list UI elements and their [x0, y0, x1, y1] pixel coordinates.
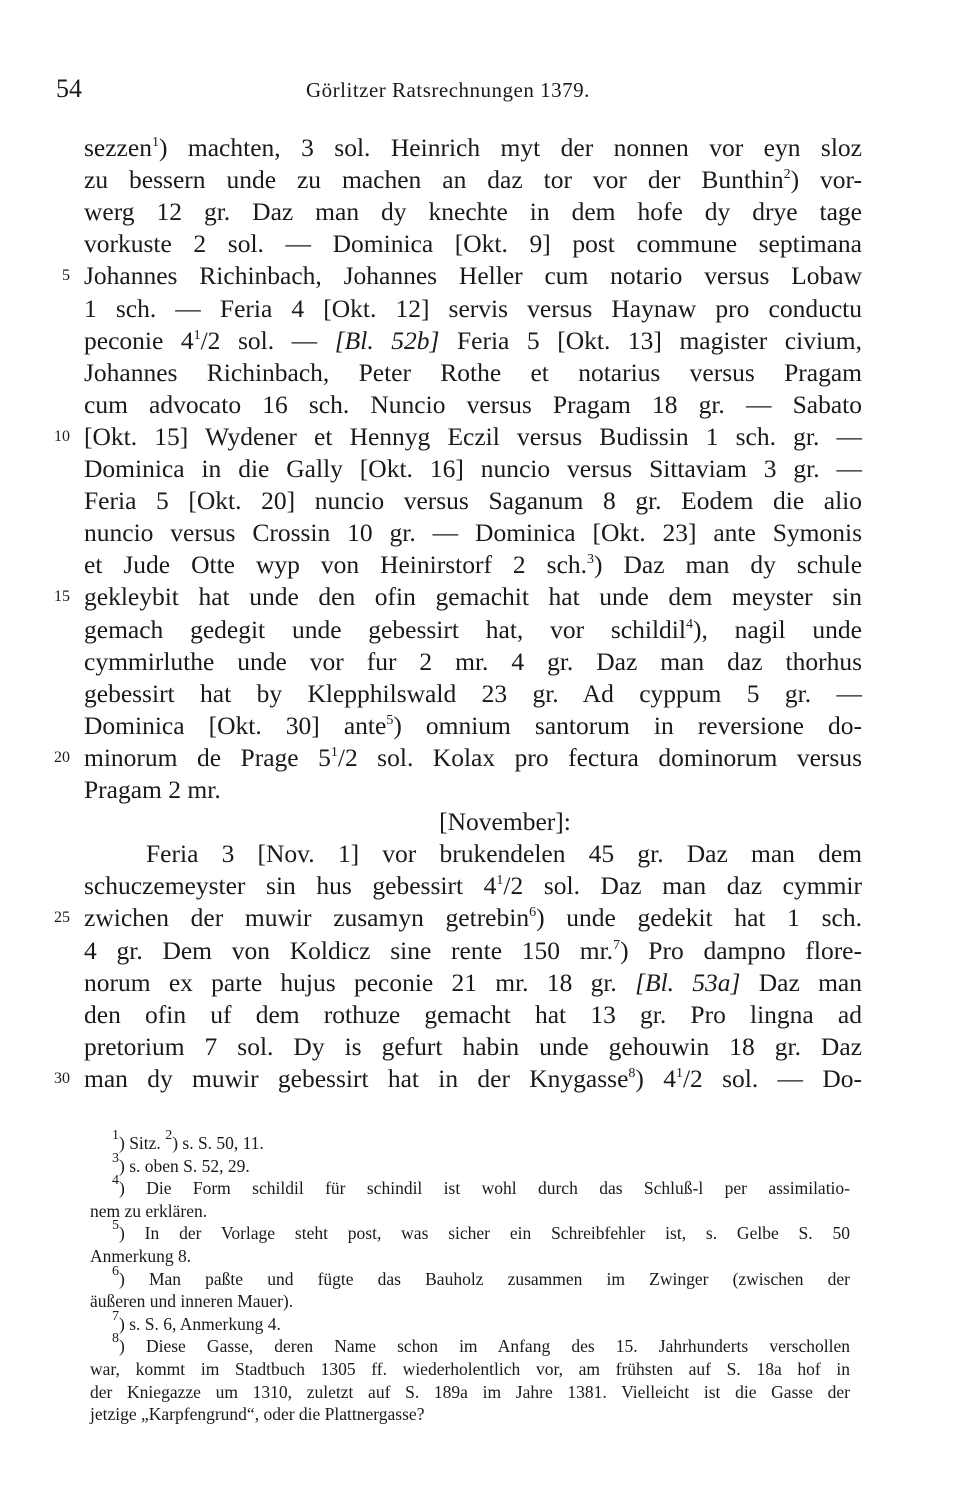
text-segment: Johannes Richinbach, Johannes Heller cum notario versus Lobaw [84, 261, 862, 290]
text-segment: pretorium 7 sol. Dy is gefurt habin unde gehouwin 18 gr. Daz [84, 1032, 862, 1061]
footnote-line [90, 1200, 850, 1222]
footnote-marker: 1 [193, 328, 201, 343]
footnote-line [112, 1264, 850, 1290]
text-segment: [November]: [439, 807, 571, 836]
footnote-marker: 4 [685, 617, 693, 632]
text-segment: 4 gr. Dem von Koldicz sine rente 150 mr. [84, 936, 614, 965]
footnote-marker: 2 [165, 1128, 173, 1143]
line-number: 10 [54, 428, 70, 445]
text-line [84, 293, 862, 325]
text-segment: gemach gedegit unde gebessirt hat, vor schildil [84, 615, 686, 644]
text-line [84, 196, 862, 228]
text-segment: ) Man paßte und fügte das Bauholz zusammen im Zwinger (zwischen der [119, 1269, 850, 1289]
text-segment: jetzige „Karpfengrund“, oder die Plattnergasse? [90, 1404, 425, 1424]
text-segment: peconie 4 [84, 326, 194, 355]
footnote-line [90, 1358, 850, 1380]
text-line [84, 260, 862, 292]
folio-reference: [Bl. 53a] [635, 968, 741, 997]
text-segment: /2 sol. Daz man daz cymmir [503, 871, 862, 900]
text-line [84, 1063, 862, 1095]
footnote-line [90, 1290, 850, 1312]
footnote-marker: 1 [675, 1066, 683, 1081]
line-number: 5 [62, 267, 70, 284]
text-segment: vorkuste 2 sol. — Dominica [Okt. 9] post commune septimana [84, 229, 862, 258]
text-segment: ) Pro dampno flore- [620, 936, 862, 965]
section-heading [0, 806, 960, 838]
text-segment: 1 sch. — Feria 4 [Okt. 12] servis versus Haynaw pro conductu [84, 294, 862, 323]
footnote-marker: 1 [330, 745, 338, 760]
text-segment: ) Die Form schildil für schindil ist wohl durch das Schluß-l per assimilatio- [119, 1178, 850, 1198]
footnote-marker: 6 [529, 905, 537, 920]
text-segment: zu bessern unde zu machen an daz tor vor der Bunthin [84, 165, 784, 194]
text-segment: Pragam 2 mr. [84, 775, 221, 804]
text-segment: ) s. S. 6, Anmerkung 4. [119, 1314, 281, 1334]
footnote-marker: 5 [386, 713, 394, 728]
footnote-marker: 1 [112, 1128, 119, 1143]
text-segment: Dominica in die Gally [Okt. 16] nuncio versus Sittaviam 3 gr. — [84, 454, 862, 483]
text-segment: schuczemeyster sin hus gebessirt 4 [84, 871, 497, 900]
line-number: 20 [54, 749, 70, 766]
text-segment: /2 sol. Kolax pro fectura dominorum versus [337, 743, 863, 772]
text-segment: äußeren und inneren Mauer). [90, 1291, 294, 1311]
text-segment: minorum de Prage 5 [84, 743, 331, 772]
text-line [84, 967, 862, 999]
text-line [84, 710, 862, 742]
text-line [84, 678, 862, 710]
footnote-marker: 4 [112, 1173, 119, 1188]
text-line [84, 935, 862, 967]
text-segment: ) unde gedekit hat 1 sch. [536, 903, 862, 932]
footnote-line [90, 1403, 850, 1425]
text-segment: nuncio versus Crossin 10 gr. — Dominica [Okt. 23] ante Symonis [84, 518, 862, 547]
text-segment: sezzen [84, 133, 152, 162]
text-line [84, 614, 862, 646]
text-segment: ), nagil unde [692, 615, 862, 644]
text-line [84, 902, 862, 934]
text-segment: Feria 3 [Nov. 1] vor brukendelen 45 gr. Daz man dem [146, 839, 862, 868]
text-segment: gebessirt hat by Klepphilswald 23 gr. Ad cyppum 5 gr. — [84, 679, 862, 708]
text-segment: norum ex parte hujus peconie 21 mr. 18 gr. [84, 968, 636, 997]
text-segment: et Jude Otte wyp von Heinirstorf 2 sch. [84, 550, 588, 579]
footnote-marker: 3 [587, 552, 595, 567]
footnote-line [90, 1381, 850, 1403]
text-segment: ) s. oben S. 52, 29. [119, 1156, 250, 1176]
footnote-marker: 7 [613, 938, 621, 953]
page-number: 54 [56, 74, 82, 103]
footnote-marker: 5 [112, 1218, 119, 1233]
text-segment: ) omnium santorum in reversione do- [393, 711, 863, 740]
text-line [84, 357, 862, 389]
running-title: Görlitzer Ratsrechnungen 1379. [306, 78, 590, 102]
text-segment: ) 4 [635, 1064, 676, 1093]
footnote-marker: 1 [151, 135, 159, 150]
text-segment: Daz man [740, 968, 862, 997]
text-segment: den ofin uf dem rothuze gemacht hat 13 gr. Pro lingna ad [84, 1000, 862, 1029]
text-segment: Anmerkung 8. [90, 1246, 192, 1266]
text-line [84, 325, 862, 357]
text-segment: Johannes Richinbach, Peter Rothe et notarius versus Pragam [84, 358, 862, 387]
text-line [84, 485, 862, 517]
footnote-marker: 2 [783, 167, 791, 182]
line-number: 15 [54, 588, 70, 605]
footnote-marker: 8 [628, 1066, 636, 1081]
text-line [84, 549, 862, 581]
footnote-line [90, 1245, 850, 1267]
text-segment: ) In der Vorlage steht post, was sicher ein Schreibfehler ist, s. Gelbe S. 50 [119, 1223, 850, 1243]
text-line [84, 389, 862, 421]
line-number: 30 [54, 1070, 70, 1087]
text-segment: nem zu erklären. [90, 1201, 208, 1221]
footnote-line [112, 1309, 850, 1335]
footnote-marker: 7 [112, 1309, 119, 1324]
text-line [84, 870, 862, 902]
text-line [84, 517, 862, 549]
text-segment: zwichen der muwir zusamyn getrebin [84, 903, 530, 932]
text-segment: gekleybit hat unde den ofin gemachit hat unde dem meyster sin [84, 582, 862, 611]
footnote-line [112, 1151, 850, 1177]
footnote-marker: 8 [112, 1331, 119, 1346]
footnote-line [112, 1128, 850, 1154]
text-segment: ) Sitz. [119, 1133, 166, 1153]
text-segment: ) s. S. 50, 11. [172, 1133, 264, 1153]
text-line [84, 1031, 862, 1063]
text-segment: /2 sol. — Do- [682, 1064, 862, 1093]
text-segment: werg 12 gr. Daz man dy knechte in dem hofe dy drye tage [84, 197, 862, 226]
text-segment: cum advocato 16 sch. Nuncio versus Pragam 18 gr. — Sabato [84, 390, 862, 419]
footnote-line [112, 1173, 850, 1199]
footnote-marker: 6 [112, 1264, 119, 1279]
text-segment: Feria 5 [Okt. 13] magister civium, [439, 326, 862, 355]
text-line [84, 742, 862, 774]
text-line [146, 838, 862, 870]
text-segment: Feria 5 [Okt. 20] nuncio versus Saganum 8 gr. Eodem die alio [84, 486, 862, 515]
text-segment: der Kniegazze um 1310, zuletzt auf S. 189a im Jahre 1381. Vielleicht ist die Gasse der [90, 1382, 850, 1402]
text-segment: ) Daz man dy schule [594, 550, 863, 579]
text-segment: cymmirluthe unde vor fur 2 mr. 4 gr. Daz man daz thorhus [84, 647, 862, 676]
text-segment: Dominica [Okt. 30] ante [84, 711, 387, 740]
text-line [84, 646, 862, 678]
text-line [84, 132, 862, 164]
folio-reference: [Bl. 52b] [334, 326, 440, 355]
footnote-marker: 3 [112, 1151, 119, 1166]
text-line [84, 164, 862, 196]
text-line [84, 999, 862, 1031]
text-line [84, 581, 862, 613]
page-header [56, 74, 916, 110]
text-line [84, 774, 862, 806]
text-segment: /2 sol. — [200, 326, 335, 355]
text-segment: ) machten, 3 sol. Heinrich myt der nonnen vor eyn sloz [158, 133, 862, 162]
text-line [84, 421, 862, 453]
text-line [84, 228, 862, 260]
text-line [84, 453, 862, 485]
footnote-line [112, 1218, 850, 1244]
text-segment: ) vor- [790, 165, 863, 194]
text-segment: ) Diese Gasse, deren Name schon im Anfang des 15. Jahrhunderts verschollen [119, 1336, 850, 1356]
line-number: 25 [54, 909, 70, 926]
text-segment: [Okt. 15] Wydener et Hennyg Eczil versus Budissin 1 sch. gr. — [84, 422, 862, 451]
footnote-line [112, 1331, 850, 1357]
footnote-marker: 1 [496, 873, 504, 888]
text-segment: war, kommt im Stadtbuch 1305 ff. wiederholentlich vor, am frühsten auf S. 18a hof in [90, 1359, 850, 1379]
text-segment: man dy muwir gebessirt hat in der Knygasse [84, 1064, 629, 1093]
